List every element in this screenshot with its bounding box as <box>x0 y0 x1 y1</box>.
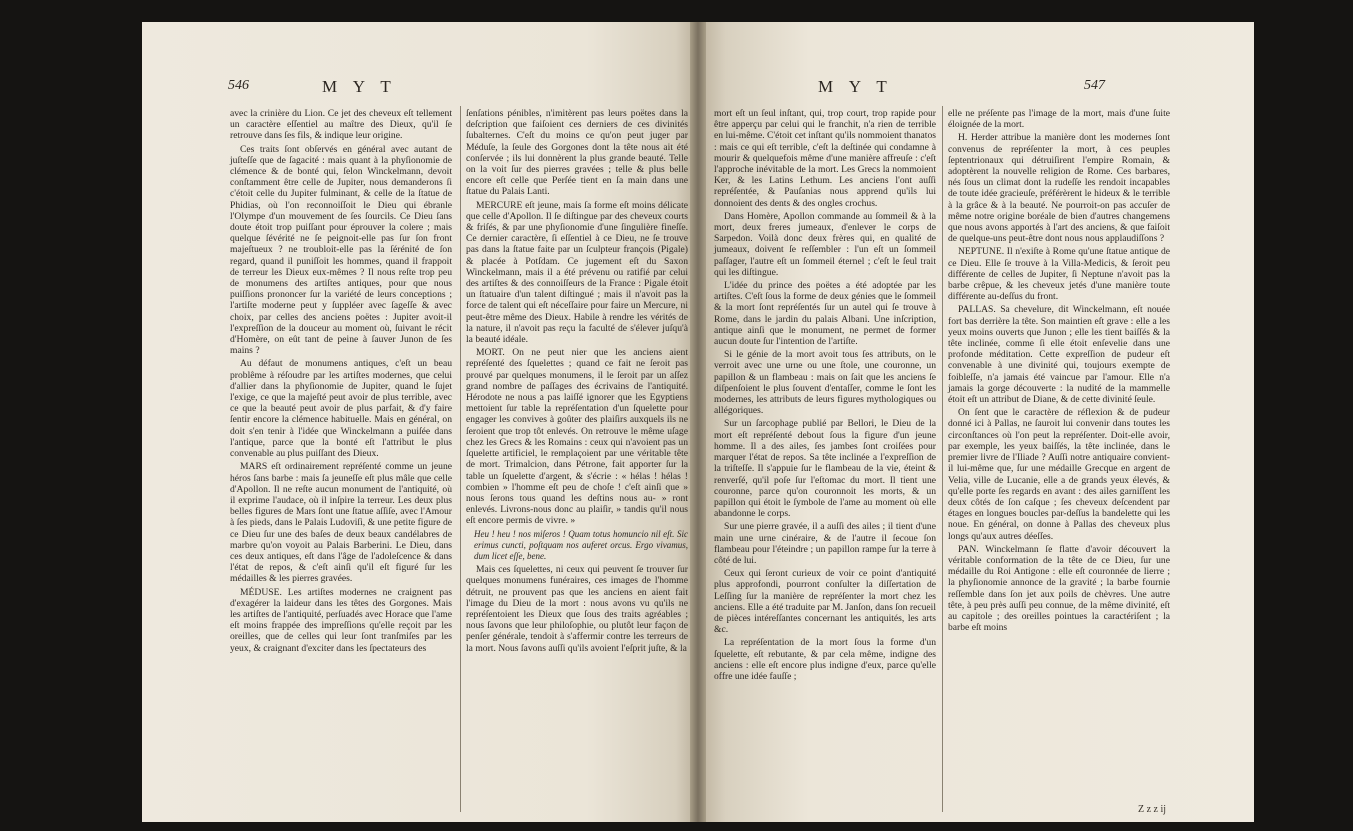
paragraph: Dans Homère, Apollon commande au ſommeil & à la mort, deux freres jumeaux, d'enlever le corps de Sarpedon. Voilà donc deux frères qui, en qualité de jumeaux, doivent ſe reſſembler : l'un eſt un ſommeil paſſager, l'autre eſt un ſommeil éternel ; c'eſt le ſeul trait qui les diſtingue. <box>714 210 936 278</box>
paragraph: ſenſations pénibles, n'imitèrent pas leurs poëtes dans la deſcription que faiſoient ces derniers de ces divinités ſubalternes. C'eſt du moins ce qu'on peut juger par Méduſe, la ſeule des Gorgones dont la tête nous ait été conſervée ; ils lui donnèrent la plus grande beauté. Telle on la voit ſur des pierres gravées ; telle & plus belle encore eſt celle que Perſée tient en ſa main dans une ſtatue du Palais Lanti. <box>466 108 688 198</box>
page-number-left: 546 <box>228 78 249 93</box>
running-head-right: M Y T <box>818 77 893 96</box>
right-column-1 <box>714 108 936 684</box>
paragraph: La repréſentation de la mort ſous la forme d'un ſquelette, eſt rebutante, & par cela même, indigne des anciens : elle eſt encore plus indigne d'eux, parce qu'elle offre une idée fauſſe ; <box>714 637 936 682</box>
paragraph: Mais ces ſquelettes, ni ceux qui peuvent ſe trouver ſur quelques monumens funéraires, ces images de l'homme détruit, ne prouvent pas que les anciens en aient fait l'image du Dieu de la mort : nous avons vu qu'ils ne repréſentoient les Dieux que ſous des traits agréables ; nous ſavons que leur philoſophie, ou plutôt leur façon de penſer générale, tendoit à s'affermir contre les terreurs de la mort. Nous ſavons auſſi qu'ils avoient l'eſprit juſte, & la <box>466 564 688 654</box>
paragraph: Si le génie de la mort avoit tous ſes attributs, on le verroit avec une urne ou une ſtole, une couronne, un papillon & un flambeau : mais on ſait que les anciens ſe diſpenſoient le plus ſouvent d'entaſſer, comme le ſont les modernes, les attributs de leurs figures mythologiques ou allégoriques. <box>714 349 936 417</box>
left-column-1 <box>230 108 452 656</box>
book-gutter <box>690 22 706 822</box>
paragraph: PALLAS. Sa chevelure, dit Winckelmann, eſt nouée fort bas derrière la tête. Son maintien eſt grave : elle a les yeux moins ouverts que Junon ; elle les tient baiſſés & la tête inclinée, comme ſi elle étoit enſevelie dans une profonde méditation. Cette expreſſion de pudeur eſt convenable à une divinité qui, toujours exempte de foibleſſe, n'a jamais été vaincue par l'amour. Elle n'a jamais la gorge découverte : la nudité de la mammelle étoit eſt un attribut de Diane, & de cette divinité ſeule. <box>948 304 1170 406</box>
paragraph: MERCURE eſt jeune, mais ſa forme eſt moins délicate que celle d'Apollon. Il ſe diſtingue par des cheveux courts & friſés, & par une phyſionomie d'une ſingulière fineſſe. Ce dernier caractère, ſi eſſentiel à ce Dieu, ne ſe trouve pas dans la ſtatue faite par un ſculpteur françois (Pigale) & placée à Potſdam. Ce jugement eſt du Saxon Winckelmann, mais il a été prévenu ou ratifié par celui des artiſtes & des connoiſſeurs de la France : Pigale étoit un ſtatuaire d'un talent diſtingué ; mais il n'avoit pas la force de talent qui eſt néceſſaire pour faire un Mercure, ni peut-être même des Dieux. Habile à rendre les vérités de la nature, il n'avoit pas reçu la faculté de s'élever juſqu'à la beauté idéale. <box>466 199 688 346</box>
paragraph: MARS eſt ordinairement repréſenté comme un jeune héros ſans barbe : mais ſa jeuneſſe eſt plus mâle que celle d'Apollon. Il ne reſte aucun monument de l'antiquité, où il exprime l'audace, où il inſpire la terreur. Les deux plus belles figures de Mars ſont une ſtatue aſſiſe, avec l'Amour à ſes pieds, dans le Palais Ludoviſi, & une petite figure de ce Dieu ſur une des baſes de deux beaux candélabres de marbre qu'on voyoit au Palais Barberini. Le Dieu, dans ces deux antiques, eſt dans l'âge de l'adoleſcence & dans l'état de repos, & c'eſt ainſi qu'il eſt figuré ſur les médailles & les pierres gravées. <box>230 461 452 585</box>
right-column-2 <box>948 108 1170 635</box>
paragraph: elle ne préſente pas l'image de la mort, mais d'une ſuite éloignée de la mort. <box>948 108 1170 131</box>
paragraph: Au défaut de monumens antiques, c'eſt un beau problême à réſoudre par les artiſtes modernes, que celui d'allier dans la phyſionomie de Jupiter, quand le ſujet l'exige, ce que la majeſté peut avoir de plus terrible, avec ce que la beauté peut avoir de plus parfait, & d'y faire ſentir encore la clémence habituelle. Mais en général, on doit s'en tenir à l'idée que Winckelmann a puiſée dans l'antique, parce que la bonté eſt l'attribut le plus convenable au plus puiſſant des Dieux. <box>230 358 452 460</box>
paragraph: On ſent que le caractère de réflexion & de pudeur donné ici à Pallas, ne ſauroit lui convenir dans toutes les circonſtances où l'on peut la repréſenter. Doit-elle avoir, par exemple, les yeux baiſſés, la tête inclinée, dans le premier livre de l'Iliade ? Auſſi notre antiquaire convient-il lui-même que, ſur une médaille Grecque en argent de Velia, ville de Lucanie, elle a de grands yeux élevés, & qu'elle porte ſes regards en avant : des ailes garniſſent les deux côtés de ſon caſque ; ſes cheveux deſcendent par étages en longues boucles par-deſſus la bandelette qui les noue. En général, on donne à Pallas des cheveux plus longs qu'aux autres déeſſes. <box>948 407 1170 542</box>
paragraph: NEPTUNE. Il n'exiſte à Rome qu'une ſtatue antique de ce Dieu. Elle ſe trouve à la Villa-Medicis, & ſeroit peu différente de celles de Jupiter, ſi Neptune n'avoit pas la barbe crêpue, & les cheveux jetés d'une manière toute différente au-deſſus du front. <box>948 246 1170 303</box>
paragraph: PAN. Winckelmann ſe flatte d'avoir découvert la véritable conformation de la tête de ce Dieu, ſur une médaille du Roi Antigone : elle eſt couronnée de lierre ; la phyſionomie annonce de la gravité ; la barbe fournie reſſemble dans ſon jet aux poils de chèvres. Une autre tête, à peu près auſſi peu connue, de la même divinité, eſt au capitole ; des oreilles pointues la caractériſent ; la barbe eſt moins <box>948 543 1170 634</box>
column-rule <box>460 106 461 812</box>
page-number-right: 547 <box>1084 78 1105 93</box>
paragraph: Ces traits ſont obſervés en général avec autant de juſteſſe que de ſagacité : mais quant à la phyſionomie de clémence & de bonté qui, ſelon Winckelmann, devoit conſtamment être celle de Jupiter, nous demanderons ſi c'étoit celle du Jupiter fulminant, & celle de la ſtatue de Phidias, où l'on reconnoiſſoit le Dieu qui ébranle l'Olympe d'un mouvement de ſes ſourcils. Ce Dieu ſans doute étoit trop puiſſant pour éprouver la colere ; mais quelque ſévérité ne ſe peignoit-elle pas ſur ſon front majeſtueux ? ne troubloit-elle pas la ſérénité de ſon regard, quand il puniſſoit les hommes, quand il frappoit de terreur les Dieux eux-mêmes ? Il nous reſte trop peu de monumens des artiſtes antiques, pour que nous puiſſions prononcer ſur la variété de leurs conceptions ; l'artiſte moderne peut y ſuppléer avec ſageſſe & avec choix, par celles des anciens poëtes : Jupiter avoit-il l'expreſſion de la douceur au moment où, ſuivant le récit d'Homère, on eût tant de peine à ſauver Junon de ſes mains ? <box>230 143 452 357</box>
paragraph: H. Herder attribue la manière dont les modernes ſont convenus de repréſenter la mort, à ces peuples ſeptentrionaux qui détruiſirent l'empire Romain, & adoptèrent la nouvelle religion de Rome. Ces barbares, nés ſous un climat dont la rudeſſe les rendoit incapables de toute idée gracieuſe, préférèrent le hideux & le terrible à la grâce & à la beauté. Ne pourroit-on pas accuſer de même notre origine boréale de bien d'autres changemens que nous avons apportés à l'art des anciens, & que faiſoit de quelque-uns peut-être dont nous nous applaudiſſons ? <box>948 132 1170 245</box>
paragraph: mort eſt un ſeul inſtant, qui, trop court, trop rapide pour être apperçu par celui qui le franchit, n'a rien de terrible en lui-même. C'étoit cet inſtant qu'ils nommoient thanatos : mais ce qui eſt terrible, c'eſt la deſtinée qui condamne à mourir & quelquefois même d'une manière affreuſe : c'eſt l'approche inévitable de la mort. Les Grecs la nommoient Ker, & les Latins Lethum. Les anciens l'ont auſſi repréſentée, & Pauſanias nous apprend qu'ils lui donnoient des dents & des ongles crochus. <box>714 108 936 209</box>
paragraph: MÉDUSE. Les artiſtes modernes ne craignent pas d'exagérer la laideur dans les têtes des Gorgones. Mais les artiſtes de l'antiquité, perſuadés avec Horace que l'ame eſt moins frappée des impreſſions qu'elle reçoit par les oreilles, que de celles qui leur ſont tranſmiſes par les yeux, & craignant d'exciter dans les ſpectateurs des <box>230 586 452 654</box>
running-head-left: M Y T <box>322 77 397 96</box>
right-page <box>698 22 1254 822</box>
latin-quote: Heu ! heu ! nos miſeros ! Quam totus homuncio nil eſt. Sic erimus cuncti, poſtquam nos auferet orcus. Ergo vivamus, dum licet eſſe, bene. <box>474 528 688 561</box>
paragraph: Sur une pierre gravée, il a auſſi des ailes ; il tient d'une main une urne cinéraire, & de l'autre il ſecoue ſon flambeau pour l'éteindre ; un papillon rampe ſur la terre à côté de lui. <box>714 521 936 566</box>
book-spread <box>142 22 1254 822</box>
paragraph: L'idée du prince des poëtes a été adoptée par les artiſtes. C'eſt ſous la forme de deux génies que le ſommeil & la mort ſont repréſentés ſur un autel qui ſe trouve à Rome, dans le jardin du palais Albani. Une inſcription, antique ainſi que le monument, ne permet de former aucun doute ſur l'intention de l'artiſte. <box>714 280 936 348</box>
left-column-2 <box>466 108 688 656</box>
left-page <box>142 22 698 822</box>
signature-mark: Z z z ij <box>1138 804 1167 815</box>
paragraph: MORT. On ne peut nier que les anciens aient repréſenté des ſquelettes ; quand ce fait ne ſeroit pas prouvé par quelques monumens, il le ſeroit par un aſſez grand nombre de paſſages des écrivains de l'antiquité. Hérodote ne nous a pas laiſſé ignorer que les Egyptiens mettoient ſur table la repréſentation d'un ſquelette pour engager les convives à goûter des plaiſirs auxquels ils ne ſeroient que trop tôt enlevés. On retrouve le même uſage chez les Grecs & les Romains : ceux qui n'avoient pas un ſquelette artificiel, le remplaçoient par une véritable tête de mort. Trimalcion, dans Pétrone, fait apporter ſur la table un ſquelette d'argent, & s'écrie : « hélas ! hélas ! combien » l'homme eſt peu de choſe ! c'eſt ainſi que » nous ſerons tous quand les deſtins nous au- » ront enlevés. Livrons-nous donc au plaiſir, » tandis qu'il nous eſt encore permis de vivre. » <box>466 347 688 527</box>
paragraph: Ceux qui ſeront curieux de voir ce point d'antiquité plus approfondi, pourront conſulter la diſſertation de Leſſing ſur la manière de repréſenter la mort chez les anciens. Elle a été traduite par M. Janſon, dans ſon recueil de pièces intéreſſantes concernant les antiquités, les arts &c. <box>714 568 936 636</box>
paragraph: avec la crinière du Lion. Ce jet des cheveux eſt tellement un caractère eſſentiel au maître des Dieux, qu'il ſe retrouve dans ſes fils, & indique leur origine. <box>230 108 452 142</box>
column-rule <box>942 106 943 812</box>
paragraph: Sur un ſarcophage publié par Bellori, le Dieu de la mort eſt repréſenté debout ſous la figure d'un jeune homme. Il a des ailes, ſes jambes ſont croiſées pour marquer l'état de repos. Sa tête inclinée a l'expreſſion de la triſteſſe. Il s'appuie ſur le flambeau de la vie, éteint & renverſé, qu'il poſe ſur l'eſtomac du mort. Il tient une couronne, parce qu'on couronnoit les morts, & un papillon qui étoit le ſymbole de l'ame au moment où elle abandonne le corps. <box>714 418 936 520</box>
